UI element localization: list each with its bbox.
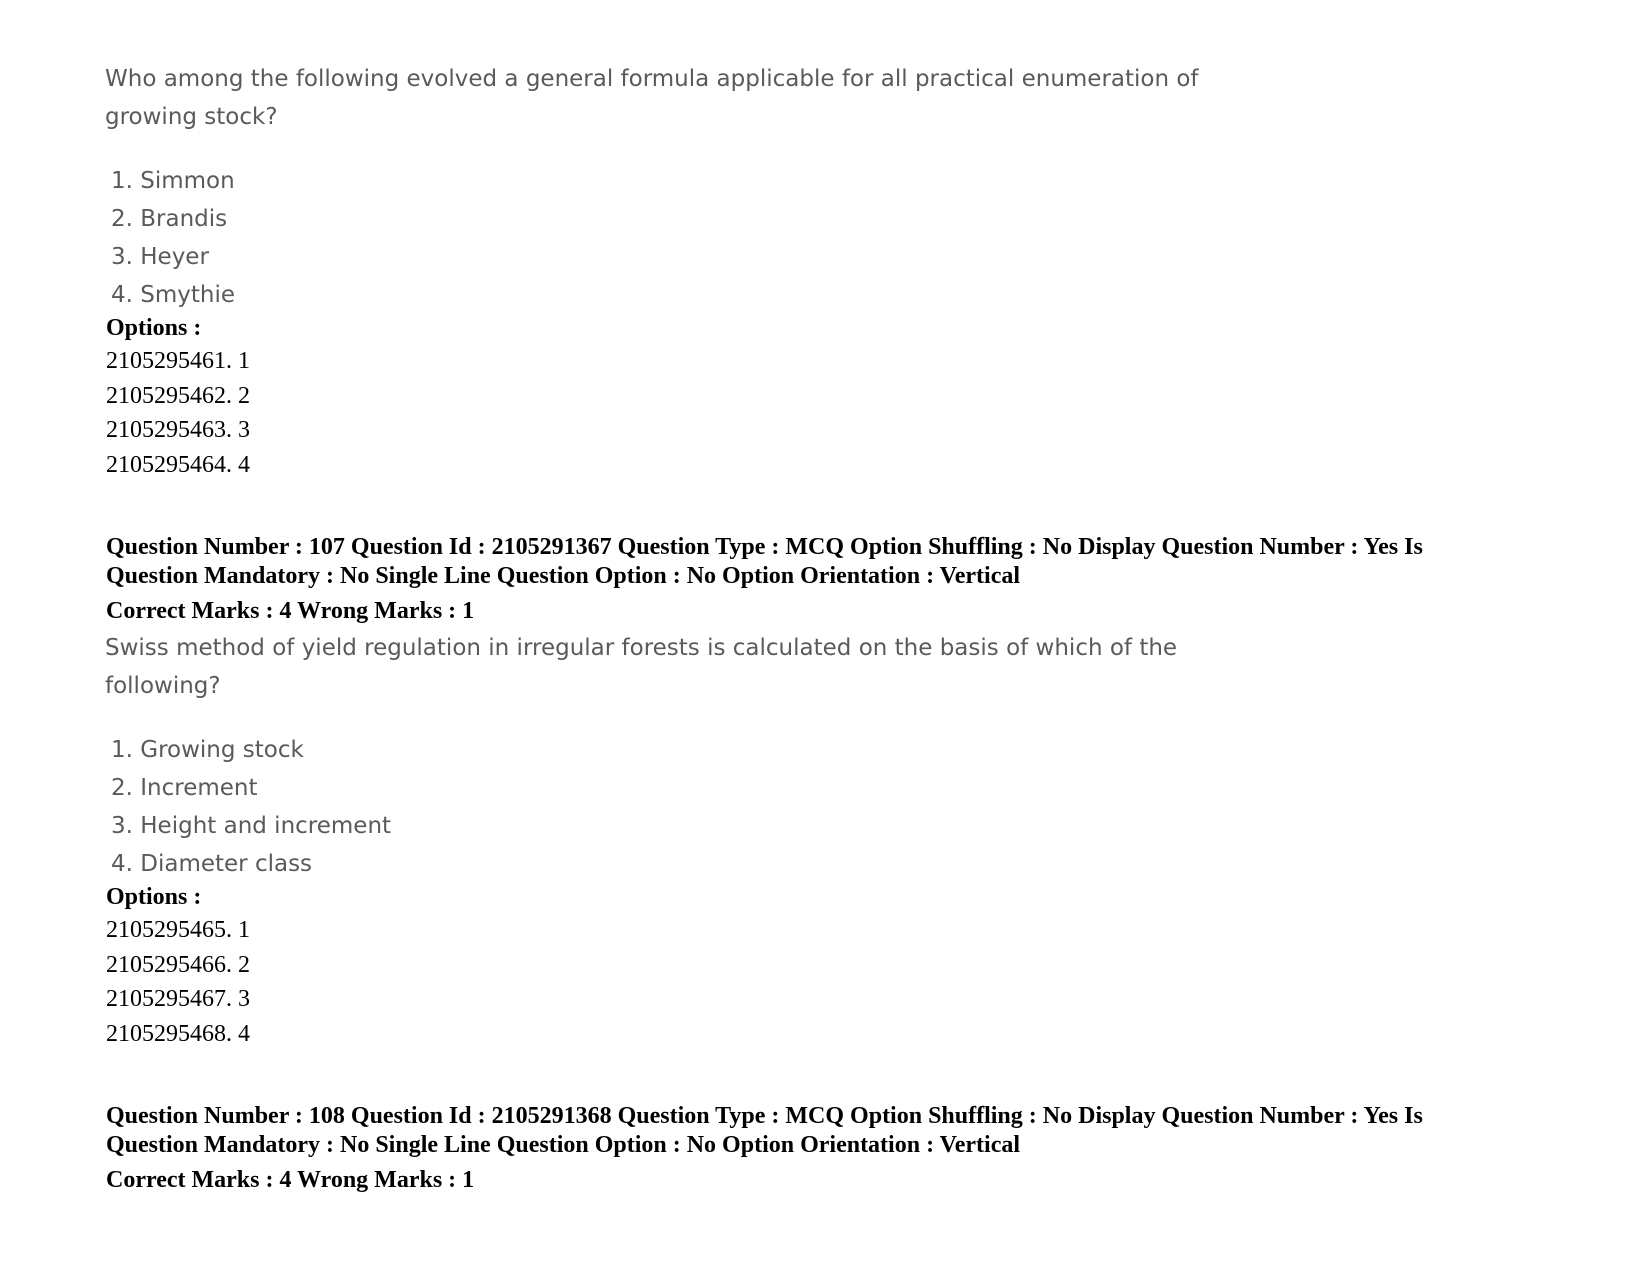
- option-id: 2105295465. 1: [106, 917, 250, 943]
- option-id: 2105295464. 4: [106, 451, 250, 478]
- answer-choices: [111, 162, 235, 314]
- answer-choice: 1. Simmon: [111, 168, 235, 194]
- answer-choice: 4. Smythie: [111, 282, 236, 308]
- option-id: 2105295461. 1: [106, 348, 250, 374]
- options-label: Options :: [106, 884, 202, 910]
- answer-choice: 2. Increment: [111, 775, 258, 801]
- option-id: 2105295462. 2: [106, 382, 250, 409]
- question-meta-line: Question Mandatory : No Single Line Question Option : No Option Orientation : Vertical: [106, 563, 1021, 589]
- option-id: 2105295466. 2: [106, 951, 250, 978]
- options-label: Options :: [106, 315, 202, 341]
- question-meta-line: Question Number : 107 Question Id : 2105291367 Question Type : MCQ Option Shuffling : No Display Question Number : Yes Is: [106, 534, 1423, 560]
- question-meta-line: Question Number : 108 Question Id : 2105291368 Question Type : MCQ Option Shuffling : No Display Question Number : Yes Is: [106, 1103, 1423, 1129]
- question-marks: Correct Marks : 4 Wrong Marks : 1: [106, 598, 475, 624]
- answer-choice: 1. Growing stock: [111, 737, 304, 763]
- option-id: 2105295463. 3: [106, 417, 250, 443]
- answer-choice: 4. Diameter class: [111, 851, 313, 877]
- answer-choices: [111, 731, 391, 883]
- question-text: Who among the following evolved a general formula applicable for all practical enumeration of growing stock?: [105, 66, 1199, 130]
- option-id-list: [106, 344, 250, 482]
- question-marks: Correct Marks : 4 Wrong Marks : 1: [106, 1167, 475, 1193]
- option-id: 2105295467. 3: [106, 986, 250, 1012]
- question-text: Swiss method of yield regulation in irregular forests is calculated on the basis of which of the following?: [105, 635, 1178, 699]
- question-meta-line: Question Mandatory : No Single Line Question Option : No Option Orientation : Vertical: [106, 1132, 1021, 1158]
- answer-choice: 3. Heyer: [111, 244, 209, 270]
- option-id: 2105295468. 4: [106, 1020, 250, 1047]
- answer-choice: 3. Height and increment: [111, 813, 392, 839]
- question-meta: [106, 533, 1546, 591]
- answer-choice: 2. Brandis: [111, 206, 228, 232]
- option-id-list: [106, 913, 250, 1051]
- question-meta: [106, 1102, 1546, 1160]
